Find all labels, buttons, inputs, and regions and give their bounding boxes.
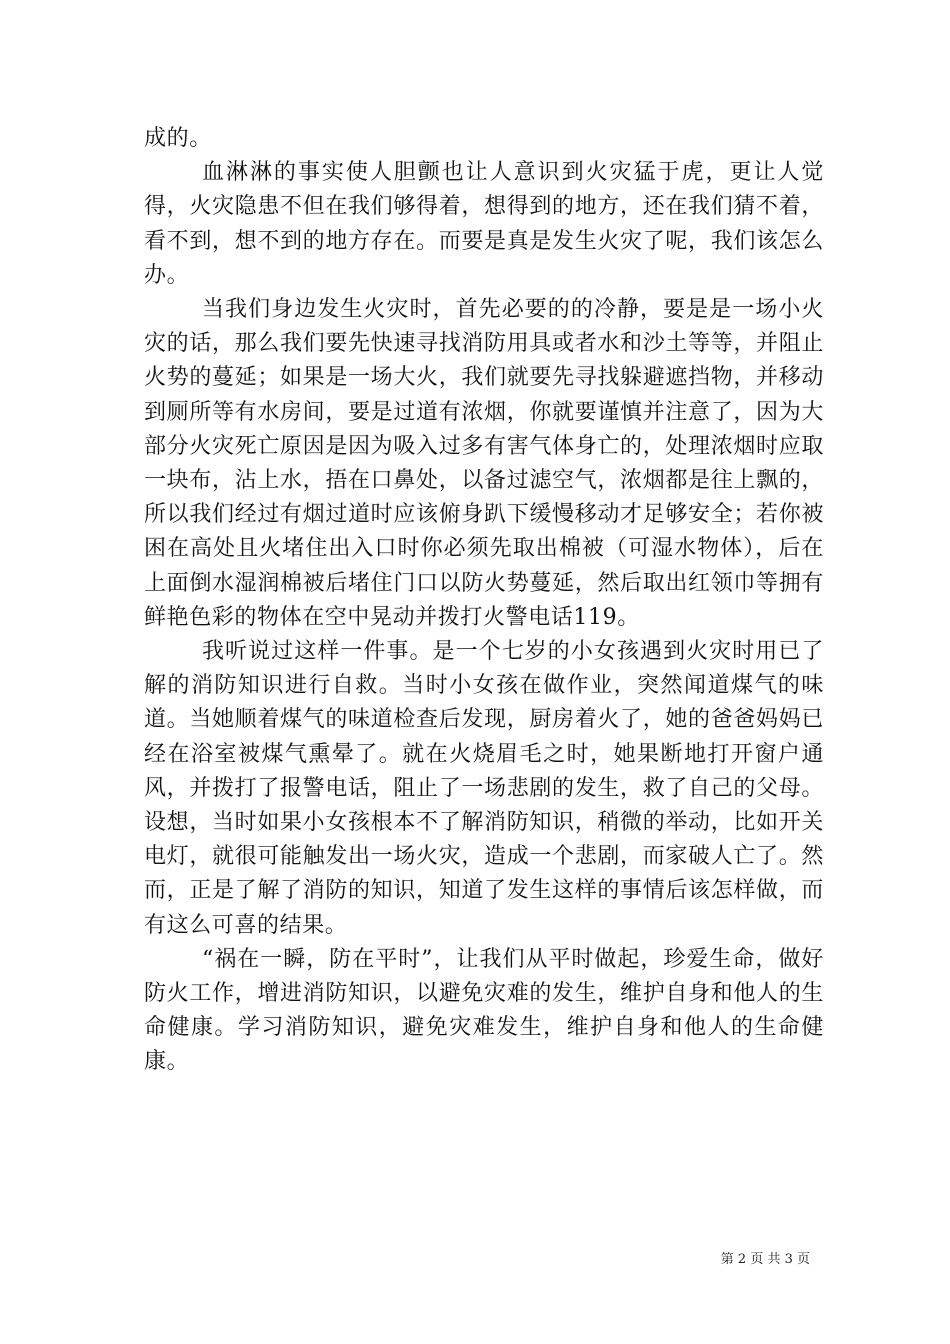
paragraph-girl-story: 我听说过这样一件事。是一个七岁的小女孩遇到火灾时用已了解的消防知识进行自救。当时小女孩在做作业，突然闻道煤气的味道。当她顺着煤气的味道检查后发现，厨房着火了，她的爸爸妈妈已经在浴室被煤气熏晕了。就在火烧眉毛之时，她果断地打开窗户通风，并拨打了报警电话，阻止了一场悲剧的发生，救了自己的父母。设想，当时如果小女孩根本不了解消防知识，稍微的举动，比如开关电灯，就很可能触发出一场火灾，造成一个悲剧，而家破人亡了。然而，正是了解了消防的知识，知道了发生这样的事情后该怎样做，而有这么可喜的结果。 (144, 639, 824, 938)
paragraph-fire-hazard: 血淋淋的事实使人胆颤也让人意识到火灾猛于虎，更让人觉得，火灾隐患不但在我们够得着，想得到的地方，还在我们猜不着，看不到，想不到的地方存在。而要是真是发生火灾了呢，我们该怎么办。 (144, 160, 824, 288)
paragraph-conclusion: “祸在一瞬，防在平时”，让我们从平时做起，珍爱生命，做好防火工作，增进消防知识，以避免灾难的发生，维护自身和他人的生命健康。学习消防知识，避免灾难发生，维护自身和他人的生命健康。 (144, 946, 824, 1075)
document-body (144, 122, 824, 1080)
page-number: 第 2 页 共 3 页 (720, 1252, 810, 1267)
paragraph-continuation: 成的。 (144, 126, 212, 151)
paragraph-fire-response: 当我们身边发生火灾时，首先必要的的冷静，要是是一场小火灾的话，那么我们要先快速寻找消防用具或者水和沙土等等，并阻止火势的蔓延；如果是一场大火，我们就要先寻找躲避遮挡物，并移动到厕所等有水房间，要是过道有浓烟，你就要谨慎并注意了，因为大部分火灾死亡原因是因为吸入过多有害气体身亡的，处理浓烟时应取一块布，沾上水，捂在口鼻处，以备过滤空气，浓烟都是往上飘的，所以我们经过有烟过道时应该俯身趴下缓慢移动才足够安全；若你被困在高处且火堵住出入口时你必须先取出棉被（可湿水物体），后在上面倒水湿润棉被后堵住门口以防火势蔓延，然后取出红领巾等拥有鲜艳色彩的物体在空中晃动并拨打火警电话119。 (144, 297, 824, 630)
